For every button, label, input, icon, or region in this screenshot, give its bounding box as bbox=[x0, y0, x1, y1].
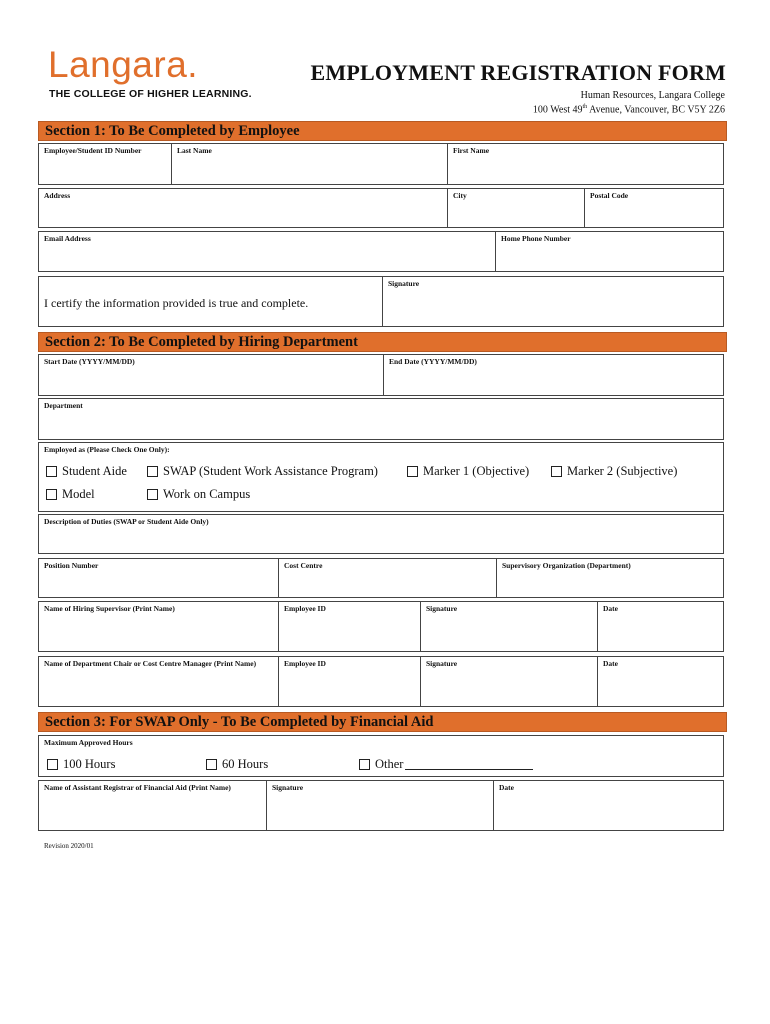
home-phone-field[interactable]: Home Phone Number bbox=[495, 232, 723, 271]
option-other-hours[interactable]: Other bbox=[359, 757, 533, 772]
hr-address-line1: Human Resources, Langara College bbox=[580, 90, 725, 101]
section3-heading: Section 3: For SWAP Only - To Be Completed by Financial Aid bbox=[38, 712, 727, 732]
registrar-signature-field[interactable]: Signature bbox=[266, 781, 493, 830]
section2-heading: Section 2: To Be Completed by Hiring Department bbox=[38, 332, 727, 352]
revision-note: Revision 2020/01 bbox=[44, 842, 94, 850]
duties-field[interactable]: Description of Duties (SWAP or Student Aide Only) bbox=[38, 514, 724, 554]
dept-chair-employee-id-field[interactable]: Employee ID bbox=[278, 657, 420, 706]
supervisor-employee-id-field[interactable]: Employee ID bbox=[278, 602, 420, 651]
checkbox[interactable] bbox=[551, 466, 562, 477]
option-student-aide[interactable]: Student Aide bbox=[46, 464, 127, 479]
position-number-field[interactable]: Position Number bbox=[44, 561, 99, 570]
contact-row bbox=[38, 231, 724, 272]
checkbox[interactable] bbox=[46, 489, 57, 500]
postal-code-field[interactable]: Postal Code bbox=[584, 189, 723, 227]
option-work-on-campus[interactable]: Work on Campus bbox=[147, 487, 250, 502]
section1-heading: Section 1: To Be Completed by Employee bbox=[38, 121, 727, 141]
supervisor-signature-field[interactable]: Signature bbox=[420, 602, 597, 651]
form-title: EMPLOYMENT REGISTRATION FORM bbox=[310, 60, 726, 85]
checkbox[interactable] bbox=[147, 466, 158, 477]
langara-logo: Langara. bbox=[48, 44, 199, 85]
certify-row bbox=[38, 276, 724, 327]
option-100-hours[interactable]: 100 Hours bbox=[47, 757, 115, 772]
registrar-row bbox=[38, 780, 724, 831]
checkbox[interactable] bbox=[47, 759, 58, 770]
employee-id-field[interactable]: Employee/Student ID Number bbox=[44, 146, 142, 155]
supervisor-row bbox=[38, 601, 724, 652]
dept-chair-row bbox=[38, 656, 724, 707]
dept-chair-date-field[interactable]: Date bbox=[597, 657, 723, 706]
logo-tagline: THE COLLEGE OF HIGHER LEARNING. bbox=[49, 88, 252, 100]
option-60-hours[interactable]: 60 Hours bbox=[206, 757, 268, 772]
dates-row bbox=[38, 354, 724, 396]
registrar-date-field[interactable]: Date bbox=[493, 781, 723, 830]
other-hours-line[interactable] bbox=[405, 759, 533, 770]
checkbox[interactable] bbox=[46, 466, 57, 477]
certify-statement: I certify the information provided is true and complete. bbox=[44, 296, 309, 310]
address-field[interactable]: Address bbox=[44, 191, 71, 200]
name-row bbox=[38, 143, 724, 185]
max-hours-box: Maximum Approved Hours 100 Hours 60 Hours Other bbox=[38, 735, 724, 777]
hr-address-line2: 100 West 49th Avenue, Vancouver, BC V5Y 2Z6 bbox=[532, 104, 725, 116]
address-row bbox=[38, 188, 724, 228]
option-swap[interactable]: SWAP (Student Work Assistance Program) bbox=[147, 464, 378, 479]
hiring-supervisor-name-field[interactable]: Name of Hiring Supervisor (Print Name) bbox=[44, 604, 175, 613]
first-name-field[interactable]: First Name bbox=[447, 144, 723, 184]
checkbox[interactable] bbox=[359, 759, 370, 770]
start-date-field[interactable]: Start Date (YYYY/MM/DD) bbox=[44, 357, 135, 366]
supervisor-date-field[interactable]: Date bbox=[597, 602, 723, 651]
position-row bbox=[38, 558, 724, 598]
checkbox[interactable] bbox=[206, 759, 217, 770]
email-field[interactable]: Email Address bbox=[44, 234, 91, 243]
option-marker-1[interactable]: Marker 1 (Objective) bbox=[407, 464, 529, 479]
option-model[interactable]: Model bbox=[46, 487, 95, 502]
employed-as-box: Employed as (Please Check One Only): Student Aide SWAP (Student Work Assistance Program) Marker 1 (Objective) Marker 2 (Subjective) Model Work on Campus bbox=[38, 442, 724, 512]
supervisory-org-field[interactable]: Supervisory Organization (Department) bbox=[496, 559, 723, 597]
department-field[interactable]: Department bbox=[38, 398, 724, 440]
registrar-name-field[interactable]: Name of Assistant Registrar of Financial Aid (Print Name) bbox=[44, 783, 231, 792]
dept-chair-signature-field[interactable]: Signature bbox=[420, 657, 597, 706]
employee-signature-field[interactable]: Signature bbox=[382, 277, 723, 326]
city-field[interactable]: City bbox=[447, 189, 584, 227]
end-date-field[interactable]: End Date (YYYY/MM/DD) bbox=[383, 355, 723, 395]
last-name-field[interactable]: Last Name bbox=[171, 144, 447, 184]
checkbox[interactable] bbox=[407, 466, 418, 477]
cost-centre-field[interactable]: Cost Centre bbox=[278, 559, 496, 597]
dept-chair-name-field[interactable]: Name of Department Chair or Cost Centre Manager (Print Name) bbox=[44, 659, 257, 668]
option-marker-2[interactable]: Marker 2 (Subjective) bbox=[551, 464, 677, 479]
checkbox[interactable] bbox=[147, 489, 158, 500]
